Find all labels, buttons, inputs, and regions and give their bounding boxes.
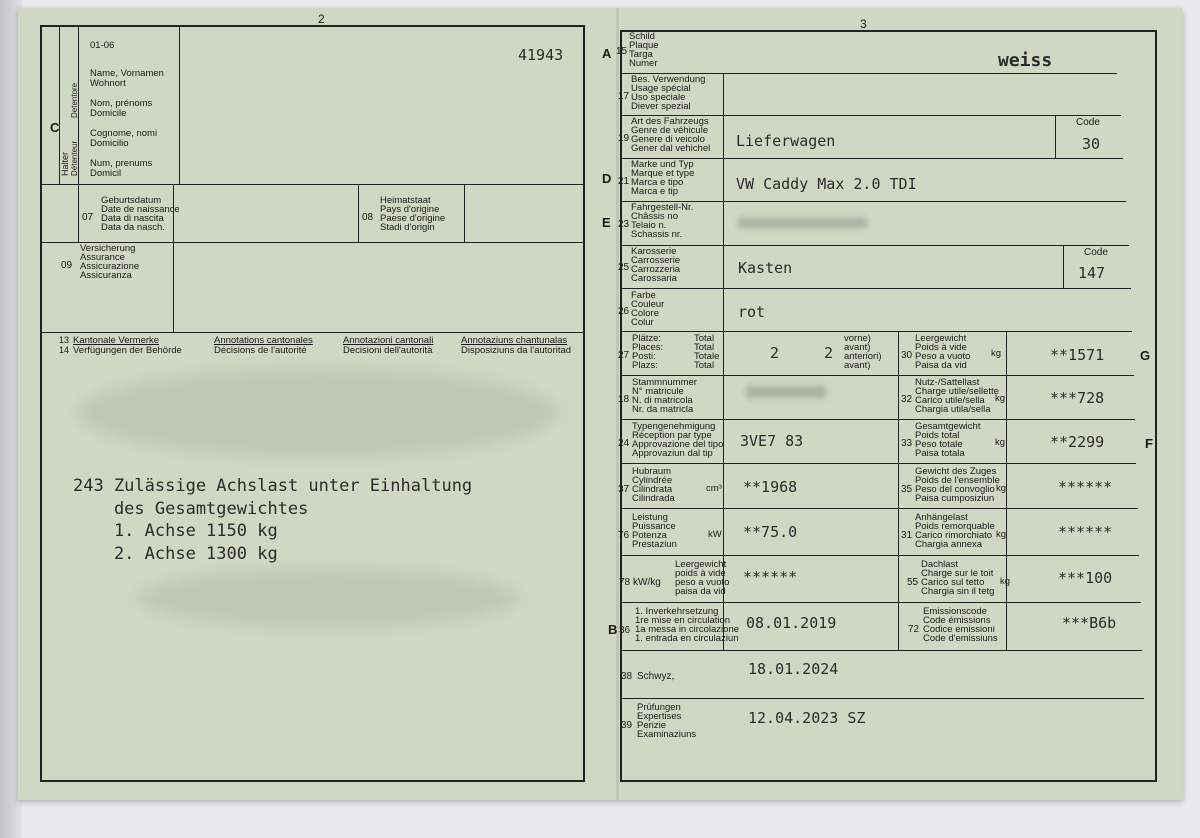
trailer-load-value: ****** xyxy=(1058,523,1113,541)
field-38-num: 38 xyxy=(621,671,633,682)
field-15-num: 15 xyxy=(616,46,628,57)
name-label-de-1: Name, Vornamen xyxy=(90,68,164,79)
annotations-it: Annotazioni cantonali xyxy=(343,335,434,346)
annotations-fr: Annotations cantonales xyxy=(214,335,313,346)
section-letter-b: B xyxy=(608,622,618,637)
chassis-de: Fahrgestell-Nr. xyxy=(631,202,694,213)
emission-code-rm: Code d'emissiuns xyxy=(923,633,998,644)
first-registration-fr: 1re mise en circulation xyxy=(635,615,731,626)
redacted-chassis xyxy=(738,218,868,228)
displacement-de: Hubraum xyxy=(632,466,672,477)
color-de: Farbe xyxy=(631,290,656,301)
field-09-num: 09 xyxy=(61,260,73,271)
seats-it: Posti: xyxy=(632,351,656,362)
vehicle-kind-rm: Gener dal vehichel xyxy=(631,143,711,154)
power-weight-it: peso a vuoto xyxy=(675,577,730,588)
inspections-fr: Expertises xyxy=(637,711,682,722)
first-registration-value: 08.01.2019 xyxy=(746,614,837,632)
emission-code-it: Codice emissioni xyxy=(923,624,995,635)
power-value: **75.0 xyxy=(743,523,798,541)
make-type-fr: Marque et type xyxy=(631,168,695,179)
field-37-num: 37 xyxy=(618,484,630,495)
name-label-fr-1: Nom, prénoms xyxy=(90,98,153,109)
total-weight-de: Gesamtgewicht xyxy=(915,421,981,432)
color-it: Colore xyxy=(631,308,659,319)
body-rm: Carossaria xyxy=(631,273,677,284)
trailer-load-unit: kg xyxy=(996,529,1007,540)
remark-line-3: 1. Achse 1150 kg xyxy=(73,521,278,541)
empty-weight-rm: Paisa da vid xyxy=(915,360,967,371)
annotations-rm: Annotaziuns chantunalas xyxy=(461,335,568,346)
base-number-de: Stammnummer xyxy=(632,377,697,388)
name-label-rm-2: Domicil xyxy=(90,168,122,179)
power-weight-fr: poids à vide xyxy=(675,568,726,579)
seats-front-de: vorne) xyxy=(844,333,871,344)
color-rm: Colur xyxy=(631,317,654,328)
base-number-it: N. di matricola xyxy=(632,395,693,406)
total-weight-fr: Poids total xyxy=(915,430,960,441)
seats-front-it: anteriori) xyxy=(844,351,882,362)
train-weight-value: ****** xyxy=(1058,478,1113,496)
type-approval-rm: Approvaziun dal tip xyxy=(632,448,713,459)
section-letter-c: C xyxy=(50,120,60,135)
make-type-it: Marca e tipo xyxy=(631,177,684,188)
empty-weight-it: Peso a vuoto xyxy=(915,351,971,362)
emission-code-value: ***B6b xyxy=(1062,614,1117,632)
field-25-num: 25 xyxy=(618,262,630,273)
train-weight-rm: Paisa cumposiziun xyxy=(915,493,995,504)
seats-total-it: Totale xyxy=(694,351,720,362)
color-value: rot xyxy=(738,303,766,321)
inspections-de: Prüfungen xyxy=(637,702,681,713)
total-weight-value: **2299 xyxy=(1050,433,1105,451)
type-approval-value: 3VE7 83 xyxy=(740,432,804,450)
body-fr: Carrosserie xyxy=(631,255,681,266)
field-32-num: 32 xyxy=(901,394,913,405)
name-label-it-1: Cognome, nomi xyxy=(90,128,158,139)
remark-line-2: des Gesamtgewichtes xyxy=(73,499,309,519)
roof-load-fr: Charge sur le toit xyxy=(921,568,994,579)
authority-fr: Décisions de l'autorité xyxy=(214,345,307,356)
origin-label-de: Heimatstaat xyxy=(380,195,431,206)
section-letter-f: F xyxy=(1145,436,1153,451)
total-weight-unit: kg xyxy=(995,437,1006,448)
vehicle-kind-value: Lieferwagen xyxy=(736,132,836,150)
body-code: 147 xyxy=(1078,264,1106,282)
payload-unit: kg xyxy=(995,393,1006,404)
field-21-num: 21 xyxy=(618,176,630,187)
seats-fr: Places: xyxy=(632,342,664,353)
base-number-fr: N° matricule xyxy=(632,386,684,397)
displacement-value: **1968 xyxy=(743,478,798,496)
field-78-num: 78 xyxy=(619,577,631,588)
empty-weight-unit: kg xyxy=(991,348,1002,359)
seats-front-value: 2 xyxy=(824,344,834,362)
seats-total-rm: Total xyxy=(694,360,715,371)
make-type-value: VW Caddy Max 2.0 TDI xyxy=(736,175,917,193)
field-17-num: 17 xyxy=(618,91,630,102)
special-use-it: Uso speciale xyxy=(631,92,686,103)
vehicle-kind-code-label: Code xyxy=(1076,117,1100,128)
body-code-label: Code xyxy=(1084,247,1108,258)
power-fr: Puissance xyxy=(632,521,676,532)
vehicle-kind-it: Genere di veicolo xyxy=(631,134,705,145)
field-13-num: 13 xyxy=(59,335,70,345)
train-weight-fr: Poids de l'ensemble xyxy=(915,475,1000,486)
power-weight-unit: kW/kg xyxy=(633,577,661,588)
birthdate-label-it: Data di nascita xyxy=(101,213,164,224)
origin-label-fr: Pays d'origine xyxy=(380,204,440,215)
plate-value: weiss xyxy=(998,50,1053,71)
type-approval-de: Typengenehmigung xyxy=(632,421,716,432)
roof-load-value: ***100 xyxy=(1058,569,1113,587)
chassis-fr: Châssis no xyxy=(631,211,678,222)
plate-label-rm: Numer xyxy=(629,58,658,69)
origin-label-it: Paese d'origine xyxy=(380,213,446,224)
vehicle-registration-document xyxy=(18,8,1183,800)
type-approval-fr: Réception par type xyxy=(632,430,712,441)
train-weight-it: Peso del convoglio xyxy=(915,484,995,495)
power-weight-rm: paisa da vid xyxy=(675,586,726,597)
field-39-num: 39 xyxy=(621,720,633,731)
displacement-rm: Cilindrada xyxy=(632,493,675,504)
seats-total-value: 2 xyxy=(770,344,780,362)
origin-label-rm: Stadi d'origin xyxy=(380,222,435,233)
field-55-num: 55 xyxy=(907,577,919,588)
field-23-num: 23 xyxy=(618,219,630,230)
field-76-num: 76 xyxy=(618,530,630,541)
trailer-load-it: Carico rimorchiato xyxy=(915,530,993,541)
make-type-rm: Marca e tip xyxy=(631,186,678,197)
field-27-num: 27 xyxy=(618,350,630,361)
seats-rm: Plazs: xyxy=(632,360,658,371)
name-label-rm-1: Num, prenums xyxy=(90,158,153,169)
authority-rm: Disposiziuns da l'autoritad xyxy=(461,345,572,356)
name-label-fr-2: Domicile xyxy=(90,108,127,119)
seats-total-fr: Total xyxy=(694,342,715,353)
color-fr: Couleur xyxy=(631,299,665,310)
section-letter-d: D xyxy=(602,171,612,186)
emission-code-fr: Code émissions xyxy=(923,615,991,626)
field-36-num: 36 xyxy=(619,625,631,636)
insurance-label-it: Assicurazione xyxy=(80,261,140,272)
insurance-label-de: Versicherung xyxy=(80,243,136,254)
field-30-num: 30 xyxy=(901,350,913,361)
payload-de: Nutz-/Sattellast xyxy=(915,377,980,388)
section-letter-e: E xyxy=(602,215,611,230)
displacement-it: Cilindrata xyxy=(632,484,673,495)
first-registration-it: 1a messa in circolazione xyxy=(635,624,740,635)
plate-label-de: Schild xyxy=(629,31,655,42)
displacement-fr: Cylindrée xyxy=(632,475,673,486)
roof-load-unit: kg xyxy=(1000,576,1011,587)
type-approval-it: Approvazione del tipo xyxy=(632,439,724,450)
annotations-de: Kantonale Vermerke xyxy=(73,335,160,346)
power-rm: Prestaziun xyxy=(632,539,677,550)
page-number-left: 2 xyxy=(318,12,325,26)
vehicle-kind-code: 30 xyxy=(1082,135,1101,153)
seats-front-rm: avant) xyxy=(844,360,871,371)
plate-label-fr: Plaque xyxy=(629,40,659,51)
section-letter-a: A xyxy=(602,46,612,61)
empty-weight-de: Leergewicht xyxy=(915,333,967,344)
power-weight-de: Leergewicht xyxy=(675,559,727,570)
empty-weight-fr: Poids à vide xyxy=(915,342,967,353)
vehicle-kind-fr: Genre de véhicule xyxy=(631,125,709,136)
train-weight-unit: kg xyxy=(996,483,1007,494)
base-number-rm: Nr. da matricla xyxy=(632,404,694,415)
vehicle-kind-de: Art des Fahrzeugs xyxy=(631,116,709,127)
field-33-num: 33 xyxy=(901,438,913,449)
inspections-it: Perizie xyxy=(637,720,667,731)
roof-load-de: Dachlast xyxy=(921,559,958,570)
field-35-num: 35 xyxy=(901,484,913,495)
holder-label-fr: Détenteur xyxy=(70,140,79,176)
total-weight-it: Peso totale xyxy=(915,439,963,450)
body-it: Carrozzeria xyxy=(631,264,681,275)
issue-date-value: 18.01.2024 xyxy=(748,660,839,678)
total-weight-rm: Paisa totala xyxy=(915,448,965,459)
first-registration-rm: 1. entrada en circulaziun xyxy=(635,633,739,644)
chassis-it: Telaio n. xyxy=(631,220,667,231)
payload-fr: Charge utile/sellette xyxy=(915,386,999,397)
power-it: Potenza xyxy=(632,530,667,541)
seats-de: Plätze: xyxy=(632,333,662,344)
train-weight-de: Gewicht des Zuges xyxy=(915,466,997,477)
section-letter-g: G xyxy=(1140,348,1151,363)
power-de: Leistung xyxy=(632,512,668,523)
name-label-de-2: Wohnort xyxy=(90,78,126,89)
trailer-load-fr: Poids remorquable xyxy=(915,521,995,532)
page-number-right: 3 xyxy=(860,17,867,31)
field-24-num: 24 xyxy=(618,438,630,449)
body-value: Kasten xyxy=(738,259,793,277)
roof-load-rm: Chargia sin il tetg xyxy=(921,586,995,597)
power-weight-value: ****** xyxy=(743,568,798,586)
body-de: Karosserie xyxy=(631,246,677,257)
seats-total-de: Total xyxy=(694,333,715,344)
field-18-num: 18 xyxy=(618,394,630,405)
chassis-rm: Schassis nr. xyxy=(631,229,683,240)
name-label-it-2: Domicilio xyxy=(90,138,129,149)
empty-weight-value: **1571 xyxy=(1050,346,1105,364)
holder-number: 41943 xyxy=(518,46,564,64)
emission-code-de: Emissionscode xyxy=(923,606,987,617)
trailer-load-de: Anhängelast xyxy=(915,512,968,523)
special-use-fr: Usage spécial xyxy=(631,83,691,94)
payload-it: Carico utile/sella xyxy=(915,395,985,406)
remark-line-4: 2. Achse 1300 kg xyxy=(73,544,278,564)
birthdate-label-de: Geburtsdatum xyxy=(101,195,162,206)
birthdate-label-rm: Data da nasch. xyxy=(101,222,165,233)
date-code: 01-06 xyxy=(90,40,115,51)
payload-value: ***728 xyxy=(1050,389,1105,407)
field-14-num: 14 xyxy=(59,345,70,355)
special-use-rm: Diever spezial xyxy=(631,101,691,112)
power-unit: kW xyxy=(708,529,722,540)
authority-it: Decisioni dell'autorità xyxy=(343,345,433,356)
field-08-num: 08 xyxy=(362,212,374,223)
redacted-base-number xyxy=(746,386,826,398)
payload-rm: Chargia utila/sella xyxy=(915,404,991,415)
plate-label-it: Targa xyxy=(629,49,653,60)
inspection-value: 12.04.2023 SZ xyxy=(748,709,866,727)
special-use-de: Bes. Verwendung xyxy=(631,74,706,85)
insurance-label-fr: Assurance xyxy=(80,252,125,263)
seats-front-fr: avant) xyxy=(844,342,871,353)
displacement-unit: cm³ xyxy=(706,483,722,494)
field-31-num: 31 xyxy=(901,530,913,541)
first-registration-de: 1. Inverkehrsetzung xyxy=(635,606,719,617)
insurance-label-rm: Assicuranza xyxy=(80,270,132,281)
inspections-rm: Examinaziuns xyxy=(637,729,697,740)
remark-line-1: 243 Zulässige Achslast unter Einhaltung xyxy=(73,476,473,496)
field-19-num: 19 xyxy=(618,133,630,144)
authority-de: Verfügungen der Behörde xyxy=(73,345,182,356)
field-26-num: 26 xyxy=(618,306,630,317)
field-07-num: 07 xyxy=(82,212,94,223)
field-72-num: 72 xyxy=(908,624,920,635)
holder-label-de: Halter xyxy=(60,151,70,176)
make-type-de: Marke und Typ xyxy=(631,159,694,170)
issue-place: Schwyz, xyxy=(637,671,675,682)
roof-load-it: Carico sul tetto xyxy=(921,577,985,588)
birthdate-label-fr: Date de naissance xyxy=(101,204,180,215)
trailer-load-rm: Chargia annexa xyxy=(915,539,983,550)
holder-label-it: Detentore xyxy=(70,82,79,118)
